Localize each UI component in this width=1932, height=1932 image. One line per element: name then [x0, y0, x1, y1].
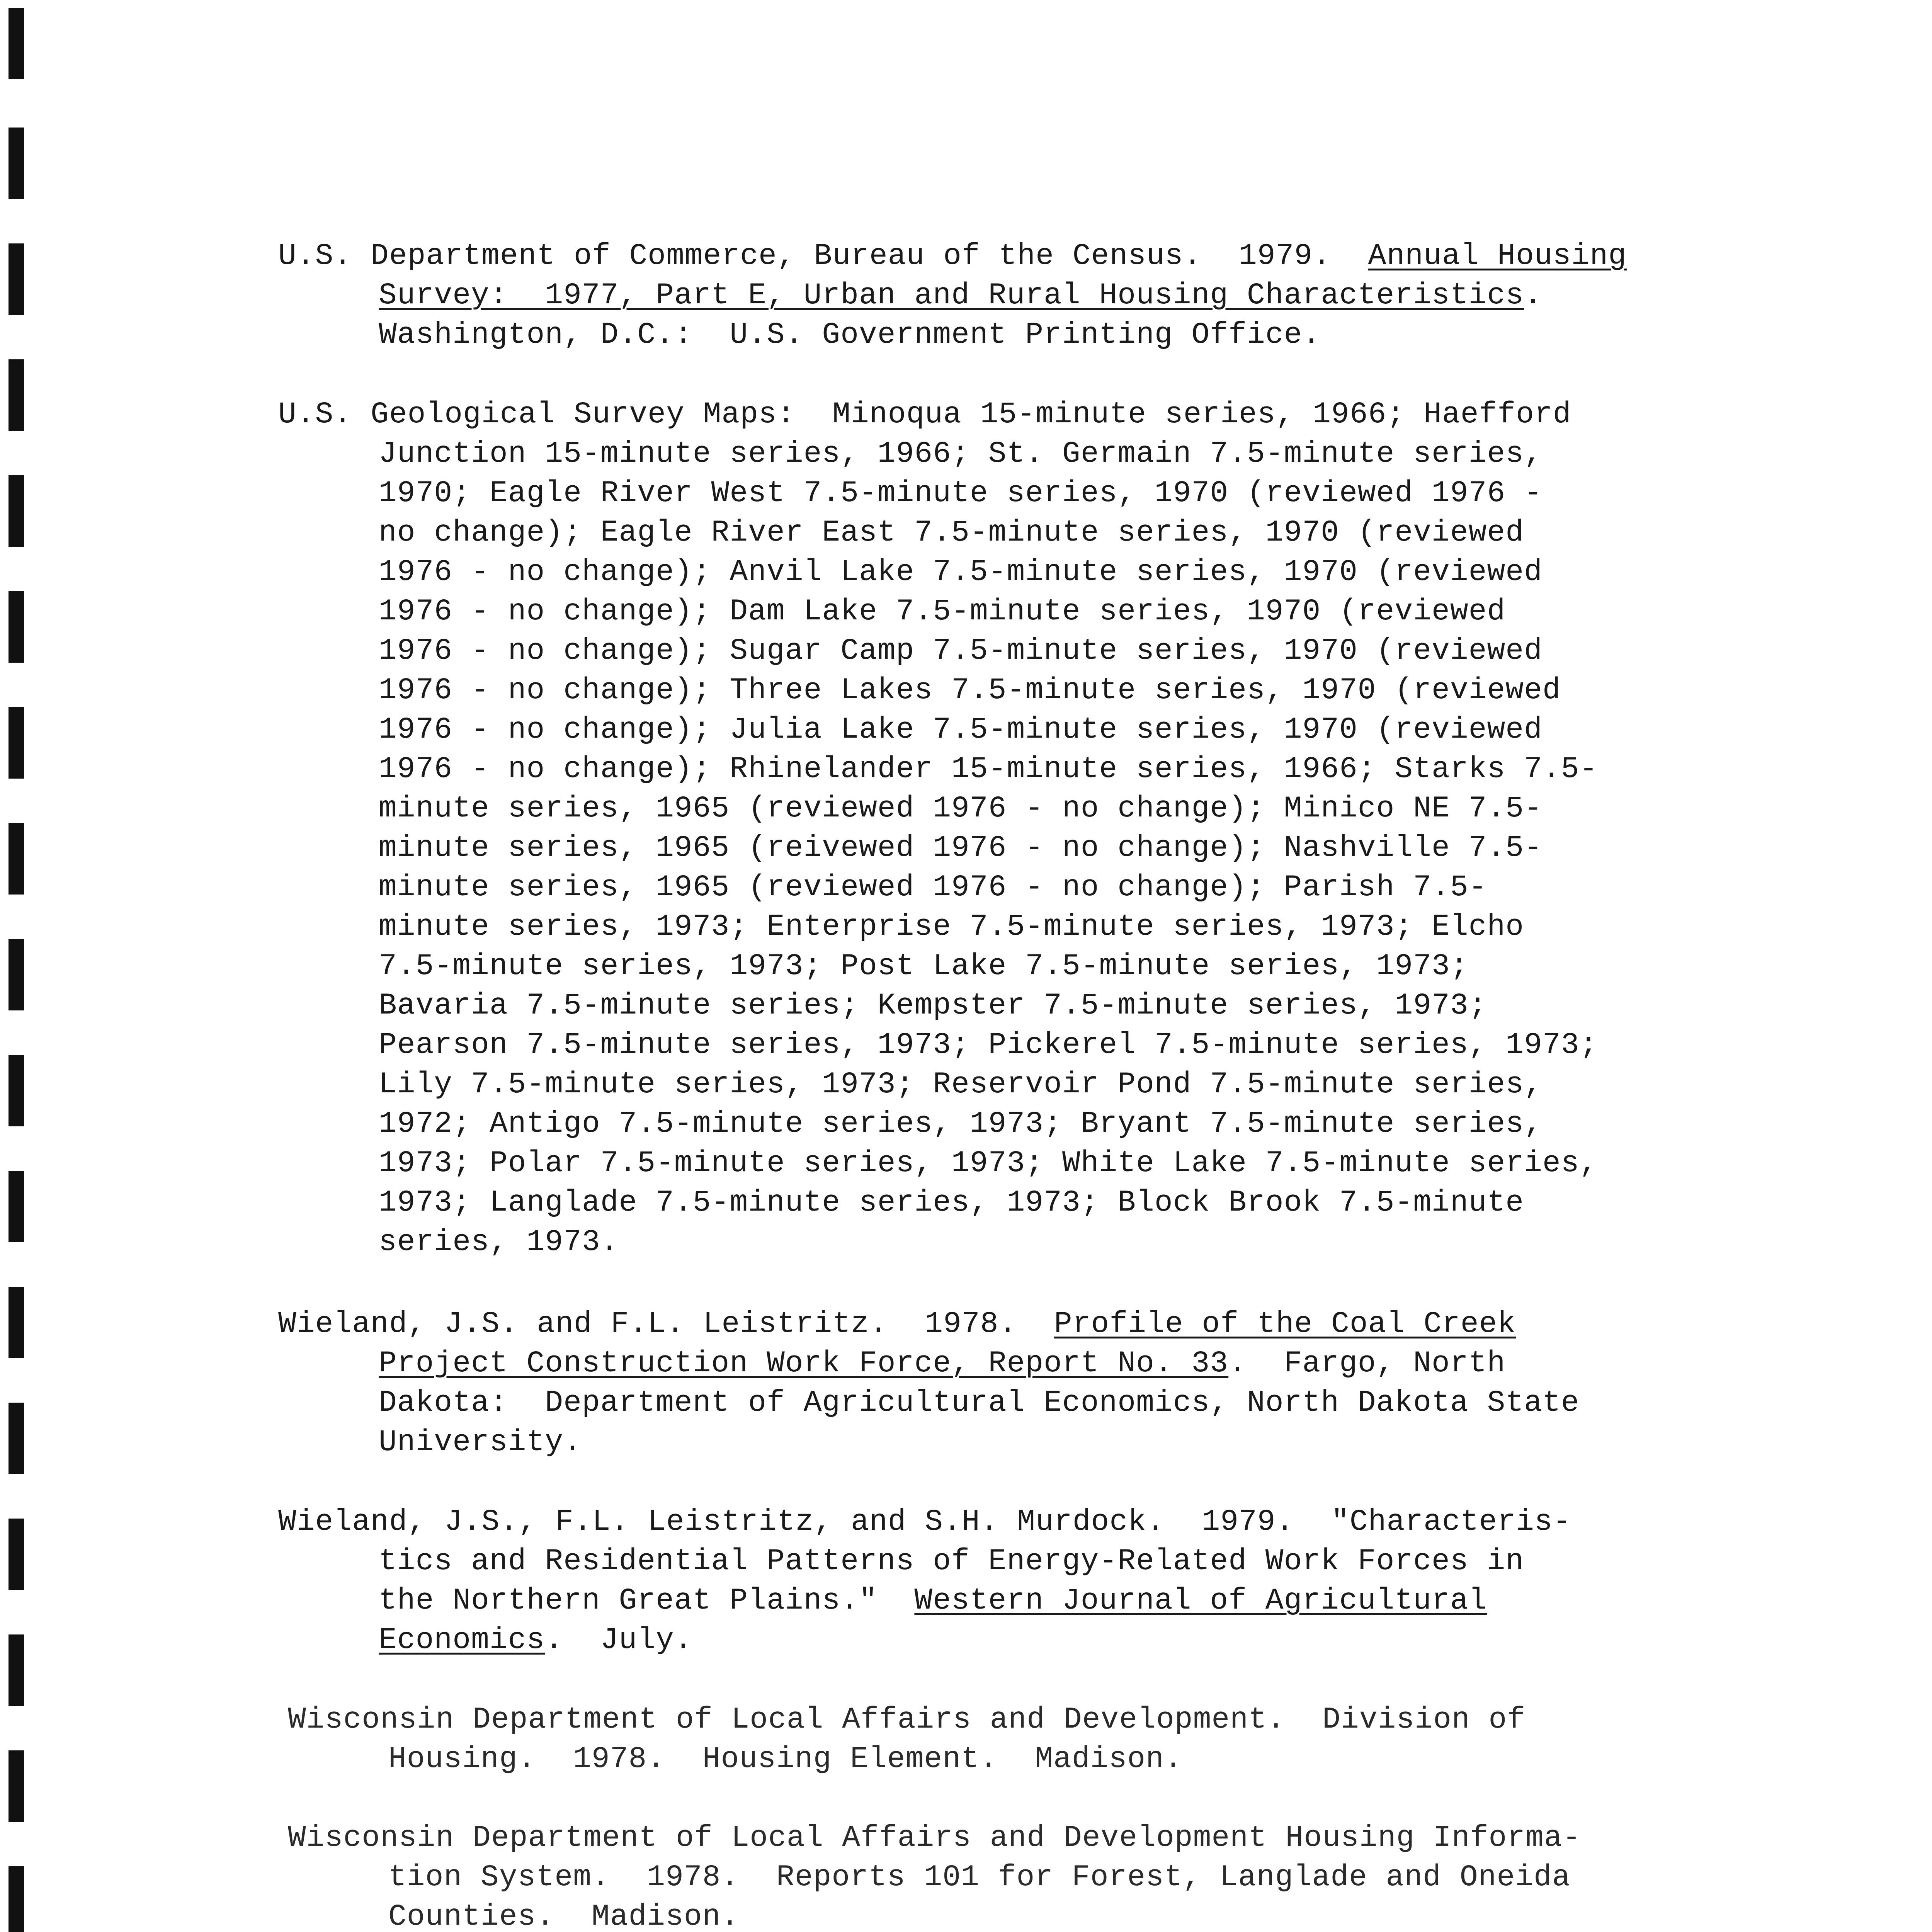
reference-line: [278, 513, 1708, 553]
reference-text: .: [1524, 279, 1543, 313]
reference-entry: [278, 1304, 1708, 1462]
reference-line: [278, 1621, 1708, 1660]
reference-line: [278, 434, 1708, 474]
reference-line: [278, 395, 1708, 434]
reference-line: [278, 789, 1708, 828]
reference-text: Dakota: Department of Agricultural Economics, North Dakota State: [379, 1386, 1580, 1420]
reference-line: [278, 1423, 1708, 1462]
reference-text: tics and Residential Patterns of Energy-Related Work Forces in: [379, 1544, 1524, 1578]
reference-text: 1976 - no change); Dam Lake 7.5-minute series, 1970 (reviewed: [379, 595, 1506, 629]
underlined-title-text: Economics: [379, 1623, 545, 1657]
underlined-title-text: Survey: 1977, Part E, Urban and Rural Housing Characteristics: [379, 279, 1524, 313]
reference-text: Wisconsin Department of Local Affairs and Development. Division of: [288, 1703, 1526, 1737]
underlined-title-text: Western Journal of Agricultural: [914, 1584, 1487, 1618]
reference-text: . July.: [545, 1623, 693, 1657]
reference-text: 1973; Langlade 7.5-minute series, 1973; Block Brook 7.5-minute: [379, 1186, 1524, 1220]
reference-text: Bavaria 7.5-minute series; Kempster 7.5-minute series, 1973;: [379, 989, 1487, 1023]
reference-line: [278, 1304, 1708, 1344]
reference-line: [278, 750, 1708, 789]
reference-text: no change); Eagle River East 7.5-minute series, 1970 (reviewed: [379, 516, 1524, 550]
reference-text: Wieland, J.S., F.L. Leistritz, and S.H. Murdock. 1979. "Characteris-: [278, 1505, 1571, 1539]
reference-entry: [288, 1818, 1718, 1932]
reference-entry: [278, 236, 1708, 355]
reference-line: [278, 592, 1708, 631]
reference-text: Washington, D.C.: U.S. Government Printing Office.: [379, 318, 1321, 352]
reference-line: [278, 1581, 1708, 1621]
reference-line: [278, 1144, 1708, 1183]
reference-text: 1976 - no change); Sugar Camp 7.5-minute series, 1970 (reviewed: [379, 634, 1543, 668]
reference-line: [278, 276, 1708, 315]
reference-text: 1976 - no change); Rhinelander 15-minute series, 1966; Starks 7.5-: [379, 752, 1598, 786]
reference-text: minute series, 1973; Enterprise 7.5-minute series, 1973; Elcho: [379, 910, 1524, 944]
reference-line: [278, 947, 1708, 986]
underlined-title-text: Project Construction Work Force, Report No. 33: [379, 1347, 1229, 1381]
reference-line: [278, 907, 1708, 947]
reference-line: [278, 1542, 1708, 1581]
reference-line: [288, 1700, 1718, 1740]
reference-text: U.S. Department of Commerce, Bureau of the Census. 1979.: [278, 239, 1368, 273]
reference-line: [278, 1104, 1708, 1144]
reference-line: [278, 1065, 1708, 1104]
reference-line: [288, 1818, 1718, 1858]
reference-line: [278, 671, 1708, 710]
reference-text: 1972; Antigo 7.5-minute series, 1973; Bryant 7.5-minute series,: [379, 1107, 1543, 1141]
reference-text: 1970; Eagle River West 7.5-minute series, 1970 (reviewed 1976 -: [379, 476, 1543, 510]
reference-line: [278, 474, 1708, 513]
reference-text: tion System. 1978. Reports 101 for Forest, Langlade and Oneida: [388, 1861, 1571, 1895]
reference-line: [278, 868, 1708, 907]
reference-text: 1976 - no change); Julia Lake 7.5-minute series, 1970 (reviewed: [379, 713, 1543, 747]
reference-text: minute series, 1965 (reviewed 1976 - no change); Minico NE 7.5-: [379, 792, 1543, 826]
reference-text: 1976 - no change); Anvil Lake 7.5-minute series, 1970 (reviewed: [379, 555, 1543, 589]
reference-entry: [278, 1502, 1708, 1660]
reference-line: [278, 1344, 1708, 1383]
underlined-title-text: Annual Housing: [1368, 239, 1627, 273]
reference-line: [288, 1858, 1718, 1897]
reference-line: [278, 710, 1708, 750]
reference-line: [278, 828, 1708, 868]
reference-text: the Northern Great Plains.": [379, 1584, 915, 1618]
reference-text: 1976 - no change); Three Lakes 7.5-minute series, 1970 (reviewed: [379, 673, 1561, 707]
reference-entry: [288, 1700, 1718, 1779]
reference-text: Wisconsin Department of Local Affairs and Development Housing Informa-: [288, 1821, 1581, 1855]
reference-text: series, 1973.: [379, 1225, 619, 1259]
reference-entry: [278, 395, 1708, 1262]
reference-line: [278, 631, 1708, 671]
reference-text: Wieland, J.S. and F.L. Leistritz. 1978.: [278, 1307, 1054, 1341]
reference-text: U.S. Geological Survey Maps: Minoqua 15-minute series, 1966; Haefford: [278, 398, 1571, 432]
reference-text: Lily 7.5-minute series, 1973; Reservoir Pond 7.5-minute series,: [379, 1068, 1543, 1102]
reference-line: [278, 553, 1708, 592]
reference-line: [278, 1026, 1708, 1065]
reference-line: [278, 1383, 1708, 1423]
reference-line: [278, 1183, 1708, 1223]
reference-text: Pearson 7.5-minute series, 1973; Pickerel 7.5-minute series, 1973;: [379, 1028, 1598, 1062]
reference-line: [278, 1223, 1708, 1262]
reference-text: University.: [379, 1425, 582, 1459]
reference-text: Housing. 1978. Housing Element. Madison.: [388, 1742, 1183, 1776]
reference-text: . Fargo, North: [1228, 1347, 1506, 1381]
reference-line: [278, 315, 1708, 355]
reference-text: minute series, 1965 (reivewed 1976 - no change); Nashville 7.5-: [379, 831, 1543, 865]
reference-text: 7.5-minute series, 1973; Post Lake 7.5-minute series, 1973;: [379, 949, 1469, 983]
reference-text: Counties. Madison.: [388, 1900, 740, 1932]
reference-line: [288, 1740, 1718, 1779]
reference-text: 1973; Polar 7.5-minute series, 1973; White Lake 7.5-minute series,: [379, 1146, 1598, 1180]
underlined-title-text: Profile of the Coal Creek: [1054, 1307, 1516, 1341]
reference-line: [278, 236, 1708, 276]
reference-line: [288, 1897, 1718, 1932]
reference-text: minute series, 1965 (reviewed 1976 - no change); Parish 7.5-: [379, 871, 1487, 905]
reference-line: [278, 1502, 1708, 1542]
reference-line: [278, 986, 1708, 1026]
reference-text: Junction 15-minute series, 1966; St. Germain 7.5-minute series,: [379, 437, 1543, 471]
